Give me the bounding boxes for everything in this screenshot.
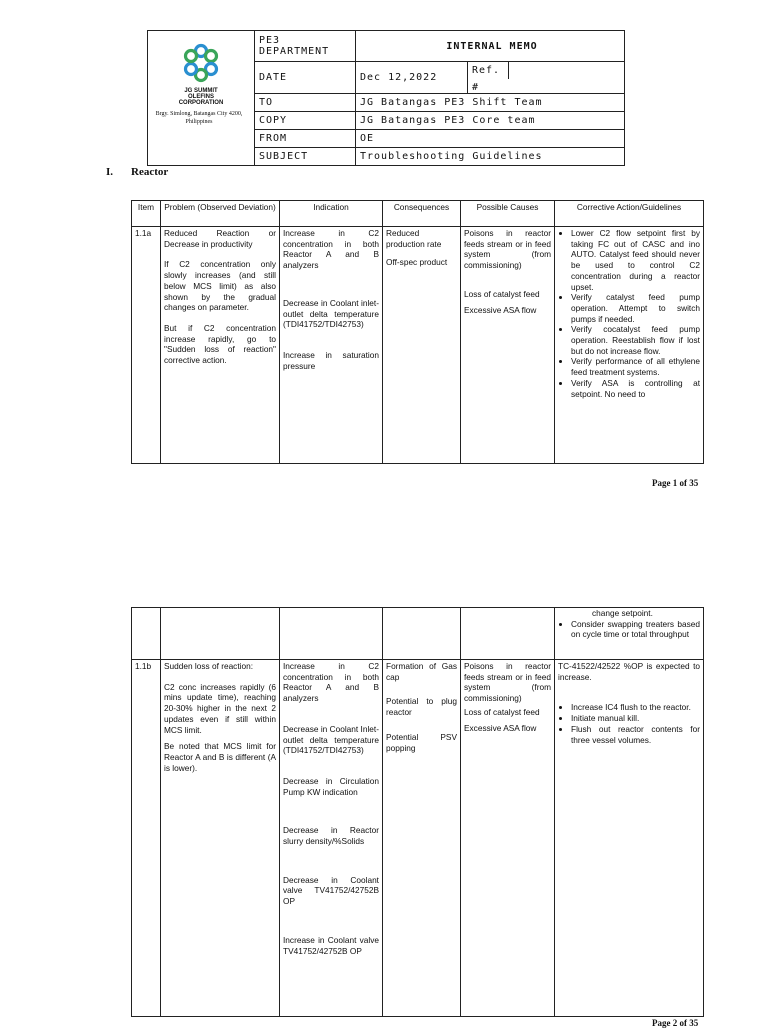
action-cell-continued: change setpoint. • Consider swapping treaters based on cycle time or total throughput [555,608,704,660]
consequences-cell: Formation of Gas cap Potential to plug reactor Potential PSV popping [383,660,461,1017]
action-list [558,619,700,640]
problem-cell: Sudden loss of reaction: C2 conc increases rapidly (6 mins update time), reaching 20-30% higher in the next 2 updates even if still within MCS limit. Be noted that MCS limit for Reactor A and B is different (A is lower). [161,660,280,1017]
list-item: • Increase IC4 flush to the reactor. [571,702,700,713]
action-cell [555,227,704,464]
ref-label: Ref. # [472,62,509,79]
table-row [132,660,704,1017]
action-cell: TC-41522/42522 %OP is expected to increase. • Increase IC4 flush to the reactor. • Initiate manual kill. • Flush out reactor contents for three vessel volumes. [555,660,704,1017]
logo-cell [148,31,255,166]
header-problem: Problem (Observed Deviation) [161,201,280,227]
list-item: • Consider swapping treaters based on cycle time or total throughput [571,619,700,640]
subject-value: Troubleshooting Guidelines [356,148,625,166]
department-label: PE3 DEPARTMENT [255,31,356,62]
date-label: DATE [255,62,356,94]
to-label: TO [255,94,356,112]
from-label: FROM [255,130,356,148]
troubleshooting-table-page1 [131,200,704,464]
page-number: Page 1 of 35 [652,478,699,488]
indication-cell: Increase in C2 concentration in both Reactor A and B analyzers Decrease in Coolant inlet-outlet delta temperature (TDI41752/TDI42753) Increase in saturation pressure [280,227,383,464]
subject-label: SUBJECT [255,148,356,166]
ref-field [468,62,625,94]
section-number: I. [106,166,114,178]
section-title: Reactor [131,166,169,178]
copy-value: JG Batangas PE3 Core team [356,112,625,130]
to-value: JG Batangas PE3 Shift Team [356,94,625,112]
causes-cell: Poisons in reactor feeds stream or in feed system (from commissioning) Loss of catalyst feed Excessive ASA flow [461,660,555,1017]
header-item: Item [132,201,161,227]
causes-cell: Poisons in reactor feeds stream or in feed system (from commissioning) Loss of catalyst feed Excessive ASA flow [461,227,555,464]
list-item: • Lower C2 flow setpoint first by taking FC out of CASC and ino AUTO. Catalyst feed should never be used to control C2 concentration during a reactor upset. [571,228,700,292]
page-number: Page 2 of 35 [652,1018,699,1028]
memo-header [147,30,625,166]
table-row [132,227,704,464]
copy-label: COPY [255,112,356,130]
company-name: JG SUMMIT OLEFINS CORPORATION [178,88,224,106]
indication-cell: Increase in C2 concentration in both Reactor A and B analyzers Decrease in Coolant Inlet-outlet delta temperature (TDI41752/TDI42753) Decrease in Circulation Pump KW indication Decrease in Reactor slurry density/%Solids Decrease in Coolant valve TV41752/42752B OP Increase in Coolant valve TV41752/42752B OP [280,660,383,1017]
header-causes: Possible Causes [461,201,555,227]
item-number: 1.1a [132,227,161,464]
list-item: • Verify ASA is controlling at setpoint. No need to [571,378,700,399]
header-action: Corrective Action/Guidelines [555,201,704,227]
memo-title: INTERNAL MEMO [356,31,625,62]
date-value: Dec 12,2022 [356,62,468,94]
list-item: • Verify cocatalyst feed pump operation. Reestablish flow if lost but do not increase flow. [571,324,700,356]
consequences-cell: Reduced production rate Off-spec product [383,227,461,464]
troubleshooting-table-page2 [131,607,704,1017]
company-logo-icon [179,43,223,83]
action-list [558,228,700,399]
problem-cell: Reduced Reaction or Decrease in productivity If C2 concentration only slowly increases (and still below MCS limit) as also shown by the gradual changes on parameter. But if C2 concentration increase rapidly, go to "Sudden loss of reaction" corrective action. [161,227,280,464]
company-address: Brgy. Simlong, Batangas City 4200, Philippines [155,111,243,125]
from-value: OE [356,130,625,148]
action-list [558,702,700,745]
header-indication: Indication [280,201,383,227]
list-item: • Initiate manual kill. [571,713,700,724]
list-item: • Flush out reactor contents for three vessel volumes. [571,724,700,745]
table-row [132,608,704,660]
item-number: 1.1b [132,660,161,1017]
header-consequences: Consequences [383,201,461,227]
list-item: • Verify catalyst feed pump operation. Attempt to switch pumps if needed. [571,292,700,324]
list-item: • Verify performance of all ethylene feed treatment systems. [571,356,700,377]
